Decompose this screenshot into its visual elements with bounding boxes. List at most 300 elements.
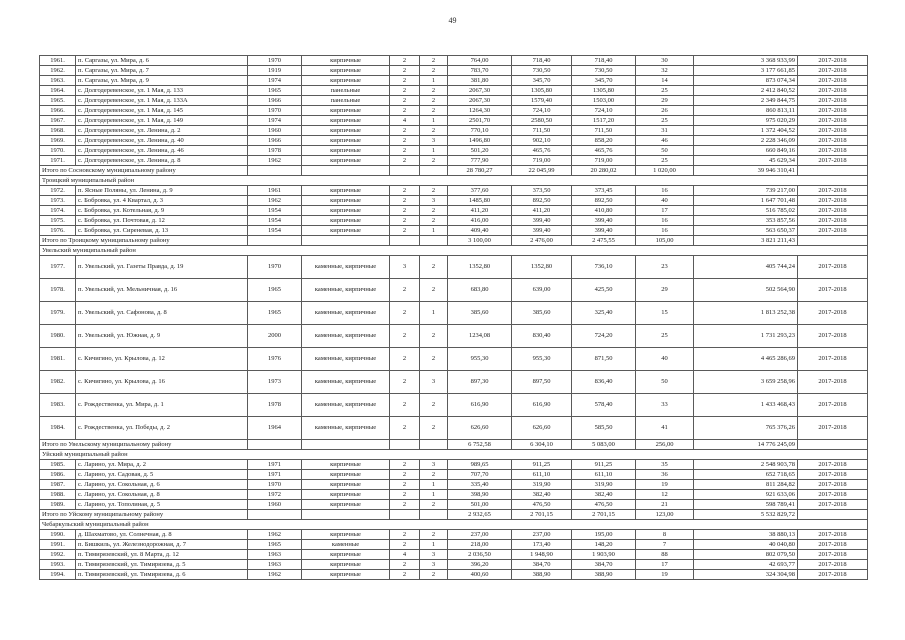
cell-year-built: 1971 <box>248 460 302 470</box>
cell-repair-cost: 765 376,26 <box>694 417 798 440</box>
cell-floors: 2 <box>390 325 420 348</box>
cell-entrances: 2 <box>420 106 448 116</box>
cell-area-2: 399,40 <box>512 216 572 226</box>
cell-entrances: 2 <box>420 66 448 76</box>
cell-row-number: 1978. <box>40 279 76 302</box>
cell-residents: 19 <box>636 570 694 580</box>
cell-residents: 7 <box>636 540 694 550</box>
cell-total-area: 777,90 <box>448 156 512 166</box>
cell-area-2: 724,10 <box>512 106 572 116</box>
section-title: Уйский муниципальный район <box>40 450 868 460</box>
total-cost: 3 821 211,43 <box>694 236 798 246</box>
cell-floors: 2 <box>390 156 420 166</box>
cell-address: п. Бишкиль, ул. Железнодорожная, д. 7 <box>76 540 248 550</box>
cell-residents: 46 <box>636 136 694 146</box>
cell-row-number: 1982. <box>40 371 76 394</box>
cell-area-3: 836,40 <box>572 371 636 394</box>
cell-area-3: 425,50 <box>572 279 636 302</box>
cell-area-2: 626,60 <box>512 417 572 440</box>
cell-year-built: 1978 <box>248 146 302 156</box>
cell-year-built: 1962 <box>248 156 302 166</box>
cell-year-built: 1960 <box>248 500 302 510</box>
table-row <box>40 56 868 66</box>
cell-residents: 25 <box>636 325 694 348</box>
table-row <box>40 530 868 540</box>
cell-area-3: 585,50 <box>572 417 636 440</box>
cell-area-3: 911,25 <box>572 460 636 470</box>
cell-repair-cost: 1 731 293,23 <box>694 325 798 348</box>
cell-repair-period: 2017-2018 <box>798 56 868 66</box>
cell-wall-material: кирпичные <box>302 76 390 86</box>
cell-area-2: 955,30 <box>512 348 572 371</box>
total-cost: 39 946 310,41 <box>694 166 798 176</box>
cell-floors: 2 <box>390 96 420 106</box>
cell-floors: 2 <box>390 470 420 480</box>
cell-repair-period: 2017-2018 <box>798 96 868 106</box>
cell-area-2: 476,50 <box>512 500 572 510</box>
cell-total-area: 2501,70 <box>448 116 512 126</box>
section-title: Троицкий муниципальный район <box>40 176 868 186</box>
cell-address: п. Увельский, ул. Газеты Правда, д. 19 <box>76 256 248 279</box>
cell-address: д. Шахматово, ул. Солнечная, д. 8 <box>76 530 248 540</box>
cell-area-2: 373,50 <box>512 186 572 196</box>
cell-wall-material: каменные, кирпичные <box>302 348 390 371</box>
cell-entrances: 3 <box>420 460 448 470</box>
cell-area-3: 345,70 <box>572 76 636 86</box>
cell-wall-material: кирпичные <box>302 226 390 236</box>
cell-floors: 2 <box>390 226 420 236</box>
cell-area-3: 724,10 <box>572 106 636 116</box>
cell-wall-material <box>302 440 390 450</box>
cell-total-area: 764,00 <box>448 56 512 66</box>
cell-entrances <box>420 166 448 176</box>
cell-floors: 2 <box>390 126 420 136</box>
cell-entrances: 1 <box>420 540 448 550</box>
table-row <box>40 186 868 196</box>
cell-area-2: 892,50 <box>512 196 572 206</box>
cell-repair-cost: 873 074,34 <box>694 76 798 86</box>
total-label: Итого по Уйскому муниципальному району <box>40 510 248 520</box>
cell-wall-material: панельные <box>302 86 390 96</box>
cell-wall-material: кирпичные <box>302 480 390 490</box>
cell-repair-period: 2017-2018 <box>798 86 868 96</box>
cell-entrances: 2 <box>420 96 448 106</box>
cell-floors: 2 <box>390 480 420 490</box>
cell-entrances: 2 <box>420 56 448 66</box>
cell-row-number: 1992. <box>40 550 76 560</box>
cell-repair-period: 2017-2018 <box>798 106 868 116</box>
section-header-row <box>40 520 868 530</box>
cell-repair-cost: 1 372 404,52 <box>694 126 798 136</box>
cell-repair-period: 2017-2018 <box>798 530 868 540</box>
cell-wall-material <box>302 510 390 520</box>
cell-wall-material: кирпичные <box>302 206 390 216</box>
cell-address: с. Ларино, ул. Сокольная, д. 8 <box>76 490 248 500</box>
cell-entrances: 2 <box>420 156 448 166</box>
cell-area-3: 195,00 <box>572 530 636 540</box>
cell-area-3: 1 903,90 <box>572 550 636 560</box>
cell-repair-period: 2017-2018 <box>798 196 868 206</box>
cell-area-2: 1305,80 <box>512 86 572 96</box>
cell-row-number: 1990. <box>40 530 76 540</box>
cell-area-2: 911,25 <box>512 460 572 470</box>
cell-entrances <box>420 440 448 450</box>
cell-repair-period: 2017-2018 <box>798 226 868 236</box>
cell-wall-material: кирпичные <box>302 470 390 480</box>
cell-row-number: 1961. <box>40 56 76 66</box>
cell-repair-cost: 3 368 933,99 <box>694 56 798 66</box>
cell-address: с. Кичигино, ул. Крылова, д. 12 <box>76 348 248 371</box>
cell-year-built: 1961 <box>248 186 302 196</box>
cell-area-3: 724,20 <box>572 325 636 348</box>
cell-floors: 2 <box>390 279 420 302</box>
cell-residents: 29 <box>636 96 694 106</box>
total-area-2: 22 045,99 <box>512 166 572 176</box>
cell-floors <box>390 440 420 450</box>
cell-area-3: 578,40 <box>572 394 636 417</box>
cell-entrances: 1 <box>420 490 448 500</box>
cell-floors: 2 <box>390 196 420 206</box>
cell-area-2: 411,20 <box>512 206 572 216</box>
cell-total-area: 400,60 <box>448 570 512 580</box>
cell-wall-material: кирпичные <box>302 216 390 226</box>
cell-address: с. Бобровка, ул. Почтовая, д. 12 <box>76 216 248 226</box>
table-row <box>40 66 868 76</box>
cell-address: с. Долгодеревенское, ул. Ленина, д. 8 <box>76 156 248 166</box>
cell-wall-material: кирпичные <box>302 66 390 76</box>
cell-row-number: 1971. <box>40 156 76 166</box>
cell-floors: 2 <box>390 186 420 196</box>
cell-repair-cost: 1 647 701,48 <box>694 196 798 206</box>
cell-address: с. Долгодеревенское, ул. Ленина, д. 40 <box>76 136 248 146</box>
cell-entrances: 2 <box>420 216 448 226</box>
cell-floors: 2 <box>390 206 420 216</box>
cell-area-2: 237,00 <box>512 530 572 540</box>
total-area-3: 2 475,55 <box>572 236 636 246</box>
cell-floors: 2 <box>390 490 420 500</box>
cell-year-built: 1965 <box>248 302 302 325</box>
cell-repair-period: 2017-2018 <box>798 136 868 146</box>
page-number: 49 <box>448 16 457 25</box>
cell-floors: 2 <box>390 570 420 580</box>
cell-residents: 29 <box>636 279 694 302</box>
cell-area-2: 902,10 <box>512 136 572 146</box>
cell-entrances: 1 <box>420 480 448 490</box>
cell-address: п. Саргазы, ул. Мира, д. 6 <box>76 56 248 66</box>
cell-wall-material: каменные, кирпичные <box>302 279 390 302</box>
table-row <box>40 146 868 156</box>
cell-area-3: 399,40 <box>572 226 636 236</box>
cell-row-number: 1989. <box>40 500 76 510</box>
table-row <box>40 325 868 348</box>
cell-repair-cost: 45 629,34 <box>694 156 798 166</box>
table-row <box>40 86 868 96</box>
cell-area-2: 1352,80 <box>512 256 572 279</box>
cell-total-area: 377,60 <box>448 186 512 196</box>
table-row <box>40 460 868 470</box>
cell-area-3: 388,90 <box>572 570 636 580</box>
table-row <box>40 348 868 371</box>
cell-total-area: 1485,80 <box>448 196 512 206</box>
cell-row-number: 1969. <box>40 136 76 146</box>
cell-repair-period <box>798 166 868 176</box>
table-row <box>40 470 868 480</box>
cell-total-area: 770,10 <box>448 126 512 136</box>
cell-wall-material: каменные, кирпичные <box>302 302 390 325</box>
cell-area-3: 373,45 <box>572 186 636 196</box>
cell-repair-cost: 739 217,00 <box>694 186 798 196</box>
total-area-3: 2 701,15 <box>572 510 636 520</box>
cell-floors: 2 <box>390 417 420 440</box>
total-row <box>40 440 868 450</box>
cell-row-number: 1964. <box>40 86 76 96</box>
cell-wall-material: кирпичные <box>302 186 390 196</box>
cell-year-built: 1919 <box>248 66 302 76</box>
total-area: 2 932,65 <box>448 510 512 520</box>
cell-address: с. Долгодеревенское, ул. 1 Мая, д. 133А <box>76 96 248 106</box>
cell-repair-cost: 40 040,80 <box>694 540 798 550</box>
cell-wall-material: каменные, кирпичные <box>302 371 390 394</box>
cell-entrances: 2 <box>420 394 448 417</box>
cell-repair-period: 2017-2018 <box>798 116 868 126</box>
cell-repair-period: 2017-2018 <box>798 156 868 166</box>
cell-repair-cost: 502 564,90 <box>694 279 798 302</box>
cell-year-built: 1974 <box>248 116 302 126</box>
cell-total-area: 409,40 <box>448 226 512 236</box>
cell-address: п. Тимирязевский, ул. Тимирязева, д. 6 <box>76 570 248 580</box>
cell-address: с. Долгодеревенское, ул. Ленина, д. 46 <box>76 146 248 156</box>
cell-residents: 35 <box>636 460 694 470</box>
cell-area-3: 892,50 <box>572 196 636 206</box>
cell-area-3: 611,10 <box>572 470 636 480</box>
total-area-3: 5 083,00 <box>572 440 636 450</box>
cell-area-2: 399,40 <box>512 226 572 236</box>
cell-repair-period: 2017-2018 <box>798 256 868 279</box>
cell-wall-material: кирпичные <box>302 116 390 126</box>
cell-address: п. Увельский, ул. Мельничная, д. 16 <box>76 279 248 302</box>
cell-repair-period: 2017-2018 <box>798 146 868 156</box>
cell-year-built: 1962 <box>248 570 302 580</box>
cell-residents: 17 <box>636 206 694 216</box>
cell-row-number: 1976. <box>40 226 76 236</box>
cell-repair-cost: 42 693,77 <box>694 560 798 570</box>
cell-entrances: 2 <box>420 256 448 279</box>
cell-area-2: 173,40 <box>512 540 572 550</box>
cell-address: с. Бобровка, ул. 4 Квартал, д. 3 <box>76 196 248 206</box>
cell-total-area: 989,65 <box>448 460 512 470</box>
cell-address: п. Увельский, ул. Сафонова, д. 8 <box>76 302 248 325</box>
cell-area-2: 730,50 <box>512 66 572 76</box>
cell-entrances: 2 <box>420 206 448 216</box>
table-row <box>40 216 868 226</box>
cell-year-built: 1966 <box>248 136 302 146</box>
cell-floors: 2 <box>390 146 420 156</box>
cell-repair-cost: 3 659 258,96 <box>694 371 798 394</box>
cell-year-built: 1965 <box>248 279 302 302</box>
cell-repair-period: 2017-2018 <box>798 279 868 302</box>
cell-total-area: 1264,30 <box>448 106 512 116</box>
cell-row-number: 1984. <box>40 417 76 440</box>
cell-wall-material: кирпичные <box>302 570 390 580</box>
cell-row-number: 1962. <box>40 66 76 76</box>
cell-area-2: 616,90 <box>512 394 572 417</box>
cell-residents: 8 <box>636 530 694 540</box>
cell-address: с. Долгодеревенское, ул. Ленина, д. 2 <box>76 126 248 136</box>
cell-row-number: 1988. <box>40 490 76 500</box>
cell-wall-material: кирпичные <box>302 126 390 136</box>
cell-floors: 4 <box>390 550 420 560</box>
cell-floors <box>390 236 420 246</box>
cell-row-number: 1979. <box>40 302 76 325</box>
total-row <box>40 510 868 520</box>
cell-address: п. Тимирязевский, ул. Тимирязева, д. 5 <box>76 560 248 570</box>
cell-area-3: 384,70 <box>572 560 636 570</box>
cell-year-built: 1974 <box>248 76 302 86</box>
total-area: 3 100,00 <box>448 236 512 246</box>
cell-entrances: 3 <box>420 196 448 206</box>
cell-floors: 2 <box>390 540 420 550</box>
cell-repair-period: 2017-2018 <box>798 540 868 550</box>
cell-residents: 31 <box>636 126 694 136</box>
cell-row-number: 1991. <box>40 540 76 550</box>
cell-area-3: 382,40 <box>572 490 636 500</box>
cell-area-3: 1305,80 <box>572 86 636 96</box>
table-row <box>40 116 868 126</box>
cell-total-area: 1234,08 <box>448 325 512 348</box>
cell-repair-period: 2017-2018 <box>798 500 868 510</box>
cell-entrances: 2 <box>420 126 448 136</box>
cell-floors: 2 <box>390 66 420 76</box>
cell-address: с. Ларино, ул. Сокольная, д. 6 <box>76 480 248 490</box>
cell-area-3: 719,00 <box>572 156 636 166</box>
cell-residents: 50 <box>636 146 694 156</box>
cell-repair-period: 2017-2018 <box>798 570 868 580</box>
cell-residents: 50 <box>636 371 694 394</box>
cell-row-number: 1963. <box>40 76 76 86</box>
cell-repair-cost: 802 079,50 <box>694 550 798 560</box>
cell-repair-cost: 3 177 661,85 <box>694 66 798 76</box>
cell-year-built: 1960 <box>248 126 302 136</box>
cell-total-area: 955,30 <box>448 348 512 371</box>
cell-row-number: 1968. <box>40 126 76 136</box>
cell-residents: 41 <box>636 417 694 440</box>
cell-address: п. Увельский, ул. Южная, д. 9 <box>76 325 248 348</box>
table-row <box>40 126 868 136</box>
total-label: Итого по Увельскому муниципальному району <box>40 440 248 450</box>
cell-entrances <box>420 236 448 246</box>
cell-residents: 88 <box>636 550 694 560</box>
table-row <box>40 279 868 302</box>
cell-address: с. Долгодеревенское, ул. 1 Мая, д. 145 <box>76 106 248 116</box>
cell-total-area: 501,20 <box>448 146 512 156</box>
cell-address: п. Ясные Поляны, ул. Ленина, д. 9 <box>76 186 248 196</box>
table-row <box>40 500 868 510</box>
table-row <box>40 550 868 560</box>
cell-repair-cost: 660 849,16 <box>694 146 798 156</box>
cell-entrances: 2 <box>420 470 448 480</box>
total-area: 28 780,27 <box>448 166 512 176</box>
cell-area-2: 639,00 <box>512 279 572 302</box>
total-area-3: 20 280,02 <box>572 166 636 176</box>
total-residents: 123,00 <box>636 510 694 520</box>
cell-area-2: 388,90 <box>512 570 572 580</box>
cell-floors: 2 <box>390 136 420 146</box>
cell-year-built: 1963 <box>248 550 302 560</box>
cell-total-area: 218,00 <box>448 540 512 550</box>
cell-area-3: 325,40 <box>572 302 636 325</box>
buildings-table <box>39 55 868 580</box>
cell-repair-cost: 353 857,56 <box>694 216 798 226</box>
cell-row-number: 1974. <box>40 206 76 216</box>
cell-area-2: 1 948,90 <box>512 550 572 560</box>
cell-row-number: 1981. <box>40 348 76 371</box>
cell-year-built: 1962 <box>248 196 302 206</box>
cell-repair-cost: 4 465 286,69 <box>694 348 798 371</box>
cell-year-built: 1964 <box>248 417 302 440</box>
cell-entrances: 1 <box>420 76 448 86</box>
cell-floors <box>390 166 420 176</box>
cell-floors: 2 <box>390 371 420 394</box>
cell-repair-period: 2017-2018 <box>798 490 868 500</box>
cell-row-number: 1987. <box>40 480 76 490</box>
table-row <box>40 196 868 206</box>
cell-repair-cost: 860 813,11 <box>694 106 798 116</box>
cell-address: с. Ларино, ул. Садовая, д. 5 <box>76 470 248 480</box>
cell-repair-period: 2017-2018 <box>798 66 868 76</box>
cell-area-3: 1503,00 <box>572 96 636 106</box>
cell-address: п. Саргазы, ул. Мира, д. 7 <box>76 66 248 76</box>
cell-wall-material: кирпичные <box>302 156 390 166</box>
cell-area-2: 897,50 <box>512 371 572 394</box>
cell-residents: 32 <box>636 66 694 76</box>
cell-total-area: 335,40 <box>448 480 512 490</box>
cell-area-2: 385,60 <box>512 302 572 325</box>
cell-repair-period: 2017-2018 <box>798 460 868 470</box>
section-header-row <box>40 246 868 256</box>
cell-address: с. Бобровка, ул. Сиреневая, д. 13 <box>76 226 248 236</box>
cell-entrances: 2 <box>420 570 448 580</box>
cell-total-area: 398,90 <box>448 490 512 500</box>
cell-area-2: 611,10 <box>512 470 572 480</box>
cell-address: с. Кичигино, ул. Крылова, д. 16 <box>76 371 248 394</box>
total-residents: 1 020,00 <box>636 166 694 176</box>
cell-residents: 23 <box>636 256 694 279</box>
cell-repair-period <box>798 510 868 520</box>
cell-residents: 16 <box>636 226 694 236</box>
cell-total-area: 2067,30 <box>448 96 512 106</box>
cell-year-built: 1978 <box>248 394 302 417</box>
cell-repair-period <box>798 236 868 246</box>
cell-area-3: 465,76 <box>572 146 636 156</box>
cell-entrances: 1 <box>420 226 448 236</box>
cell-residents: 17 <box>636 560 694 570</box>
cell-row-number: 1994. <box>40 570 76 580</box>
cell-entrances: 2 <box>420 348 448 371</box>
cell-wall-material: каменные, кирпичные <box>302 417 390 440</box>
cell-total-area: 396,20 <box>448 560 512 570</box>
cell-year-built: 1970 <box>248 256 302 279</box>
cell-residents: 16 <box>636 216 694 226</box>
cell-residents: 30 <box>636 56 694 66</box>
cell-wall-material: кирпичные <box>302 530 390 540</box>
cell-address: с. Ларино, ул. Мира, д. 2 <box>76 460 248 470</box>
cell-floors: 4 <box>390 116 420 126</box>
cell-area-3: 476,50 <box>572 500 636 510</box>
cell-address: п. Саргазы, ул. Мира, д. 9 <box>76 76 248 86</box>
cell-wall-material: кирпичные <box>302 490 390 500</box>
cell-residents: 40 <box>636 196 694 206</box>
cell-repair-cost: 811 284,82 <box>694 480 798 490</box>
